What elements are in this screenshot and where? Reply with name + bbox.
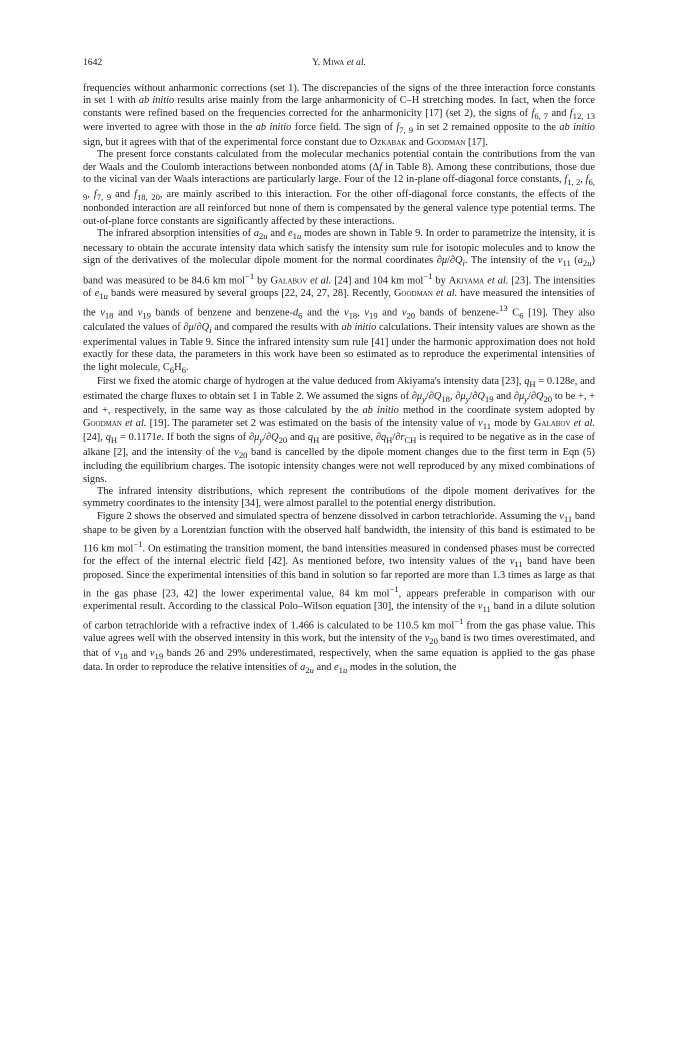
paragraph-6: Figure 2 shows the observed and simulated spectra of benzene dissolved in carbon tetrachloride. Assuming the $\nu_{11}$ band shape to be given by a Lorentzian function with the observed half bandwidth, the intensity of this band is estimated to be 116 km mol$^{-1}$. On estimating the transition moment, the band intensities measured in condensed phases must be corrected for the effect of the internal electric field [42]. As mentioned before, two intensity values of the $\nu_{11}$ band have been proposed. Since the experimental intensities of this band in solution so far reported are more than 1.3 times as large as that in the gas phase [23, 42] the lower experimental value, 84 km mol$^{-1}$, appears preferable in comparison with our experimental result. According to the classical Polo–Wilson equation [30], the intensity of the $\nu_{11}$ band in a dilute solution of carbon tetrachloride with a refractive index of 1.466 is calculated to be 110.5 km mol$^{-1}$ from the gas phase value. This value agrees well with the observed intensity in this work, but the intensity of the $\nu_{20}$ band is two times overestimated, and that of $\nu_{18}$ and $\nu_{19}$ bands 26 and 29% underestimated, respectively, when the same equation is applied to the gas phase data. In order to reproduce the relative intensities of $a_{2u}$ and $e_{1u}$ modes in the solution, the [83,510,595,676]
running-head [83,56,595,70]
journal-page [83,56,595,677]
et-al: et al. [346,57,366,68]
paragraph-4: First we fixed the atomic charge of hydrogen at the value deduced from Akiyama's intensity data [23], $q_H = 0.128e$, and estimated the charge fluxes to obtain set 1 in Table 2. We assumed the signs of $\partial\mu_y/\partial Q_{18}$, $\partial\mu_y/\partial Q_{19}$ and $\partial\mu_y/\partial Q_{20}$ to be +, + and +, respectively, in the same way as those calculated by the ab initio method in the coordinate system adopted by Goodman et al. [19]. The parameter set 2 was estimated on the basis of the intensity value of $\nu_{11}$ mode by Galabov et al. [24], $q_H = 0.1171e$. If both the signs of $\partial\mu_y/\partial Q_{20}$ and $q_H$ are positive, $\partial q_H/\partial r_{CH}$ is required to be negative as in the case of alkane [2], and the intensity of the $\nu_{20}$ band is cancelled by the dipole moment changes due to the first term in Eqn (5) including the equilibrium charges. The isotopic intensity changes were not well reproduced by any mixed combinations of signs. [83,376,596,485]
paragraph-5: The infrared intensity distributions, which represent the contributions of the dipole moment derivatives for the symmetry coordinates to the intensity [34], were almost parallel to the potential energy distribution. [83,485,595,510]
body-text [83,83,595,677]
author-surname: Miwa [322,57,345,68]
paragraph-1: frequencies without anharmonic corrections (set 1). The discrepancies of the signs of the three interaction force constants in set 1 with ab initio results arise mainly from the large anharmonicity of C–H stretching modes. In fact, when the force constants were refined based on the frequencies corrected for the anharmonicity [17] (set 2), the signs of $f_{6, 7}$ and $f_{12, 13}$ were inverted to agree with those in the ab initio force field. The sign of $f_{7, 9}$ in set 2 remained opposite to the ab initio sign, but it agrees with that of the experimental force constant due to Ozkabak and Goodman [17]. [83,83,595,148]
running-head-authors [83,56,595,70]
author-initial: Y. [312,57,323,68]
page-number: 1642 [83,57,103,68]
paragraph-3: The infrared absorption intensities of $a_{2u}$ and $e_{1u}$ modes are shown in Table 9. In order to parametrize the intensity, it is necessary to obtain the accurate intensity data which satisfy the intensity sum rule for isotopic molecules and to know the sign of the derivatives of the molecular dipole moment for the normal coordinates $\partial\mu/\partial Q_i$. The intensity of the $\nu_{11}$ $(a_{2u})$ band was measured to be 84.6 km mol$^{-1}$ by Galabov et al. [24] and 104 km mol$^{-1}$ by Akiyama et al. [23]. The intensities of $e_{1u}$ bands were measured by several groups [22, 24, 27, 28]. Recently, Goodman et al. have measured the intensities of the $\nu_{18}$ and $\nu_{19}$ bands of benzene and benzene-$d_6$ and the $\nu_{18}$, $\nu_{19}$ and $\nu_{20}$ bands of benzene-$^{13}$ $C_6$ [19]. They also calculated the values of $\partial\mu/\partial Q_i$ and compared the results with ab initio calculations. Their intensity values are shown as the experimental values in Table 9. Since the infrared intensity sum rule [41] under the harmonic approximation does not hold exactly for these data, the parameters in this work have been so estimated as to reproduce the experimental intensities of the light molecule, $C_6H_6$. [83,228,596,375]
paragraph-2: The present force constants calculated from the molecular mechanics potential contain the contributions from the van der Waals and the Coulomb interactions between nonbonded atoms (Δf in Table 8). Among these contributions, those due to the vicinal van der Waals interactions are particularly large. Four of the 12 in-plane off-diagonal force constants, $f_{1, 2}$, $f_{6, 9}$, $f_{7, 9}$ and $f_{18, 20}$, are mainly ascribed to this interaction. For the other off-diagonal force constants, the effects of the nonbonded interaction are all reinforced but none of them is compensated by the general valence type potential terms. The out-of-plane force constants are significantly affected by these interactions. [83,149,596,227]
